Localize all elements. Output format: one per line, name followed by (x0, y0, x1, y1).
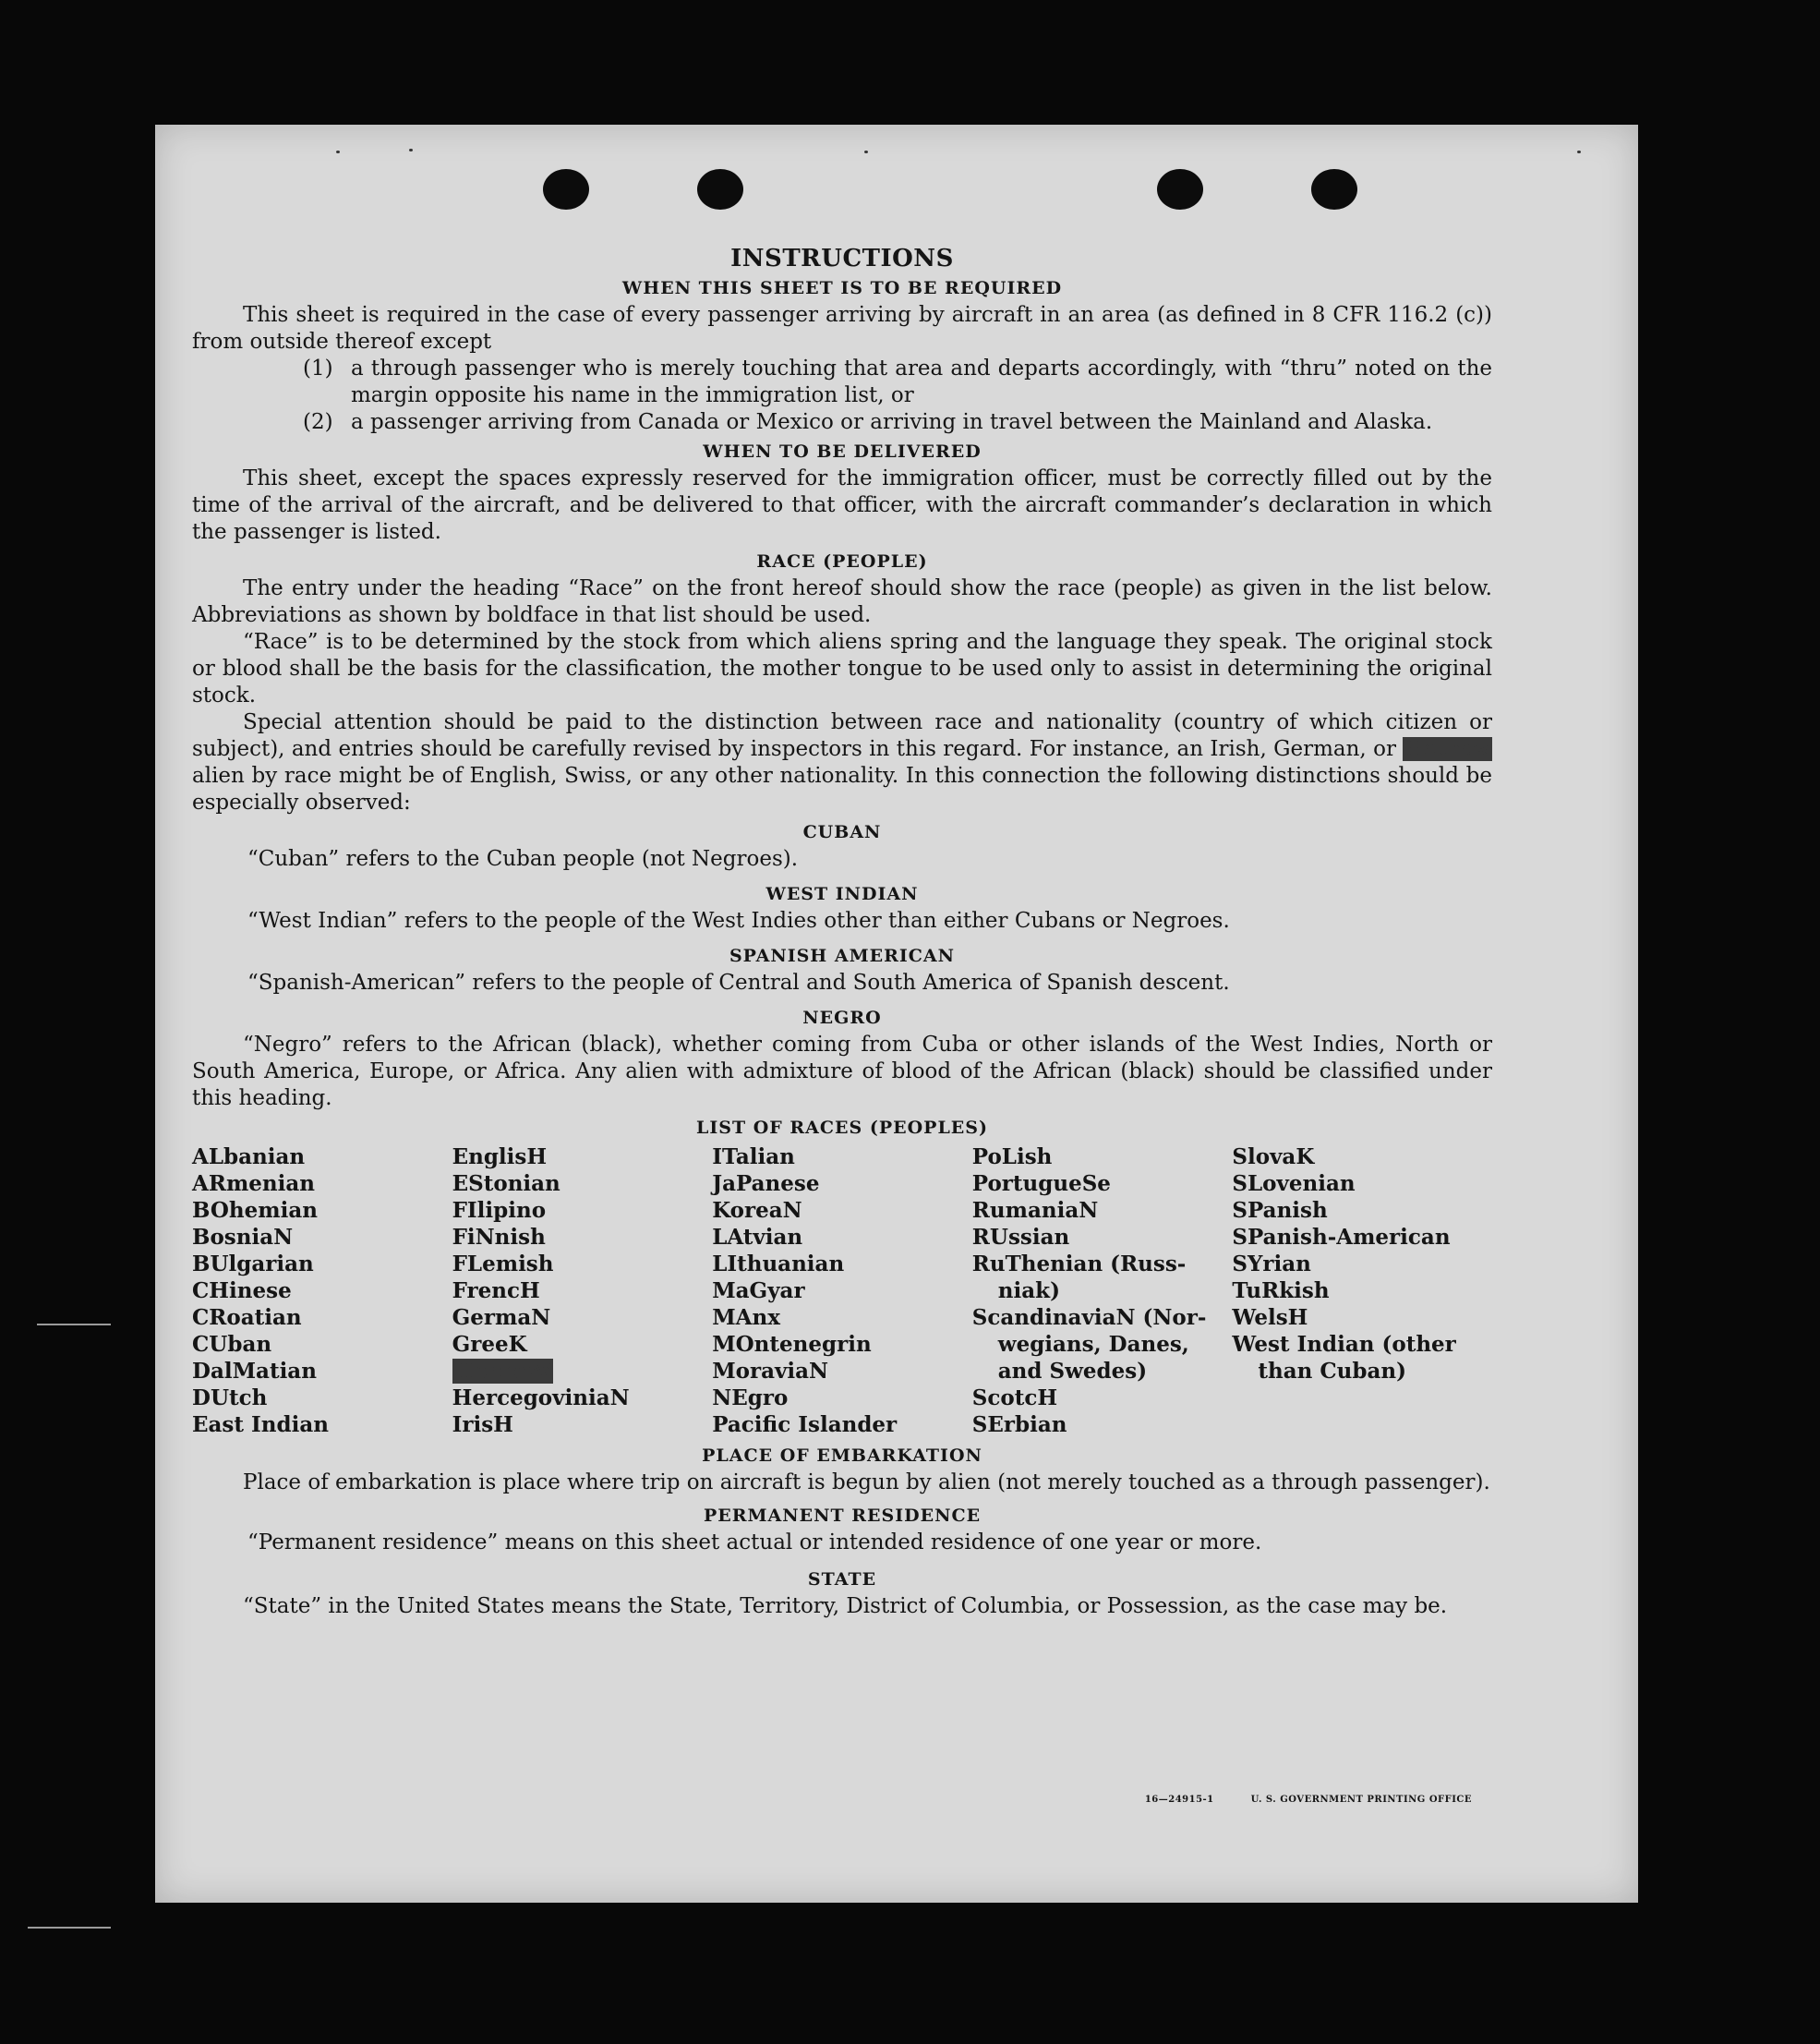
race-entry: BUlgarian (192, 1252, 314, 1276)
race-entry: TuRkish (1232, 1278, 1330, 1303)
race-entry: LIthuanian (712, 1252, 845, 1276)
exception-text: a through passenger who is merely touching that area and departs accordingly, with “thru” noted on the margin opposite his name in the immigration list, or (351, 357, 1492, 407)
race-entry: RumaniaN (971, 1198, 1099, 1223)
exception-item-1 (303, 356, 1492, 409)
race-entry: GreeK (452, 1332, 527, 1357)
struck-race-entry: HebreW (453, 1359, 551, 1384)
heading-when-delivered: WHEN TO BE DELIVERED (703, 441, 982, 462)
race-entry: SPanish (1232, 1198, 1328, 1223)
race-entry: DUtch (192, 1385, 268, 1410)
race-entry: MaGyar (712, 1278, 805, 1303)
punch-hole-1 (543, 169, 589, 210)
punch-hole-3 (1157, 169, 1203, 210)
page-title: INSTRUCTIONS (730, 245, 954, 272)
race-entry: BOhemian (192, 1198, 318, 1223)
race-entry: MOntenegrin (712, 1332, 872, 1357)
race-entry: ALbanian (192, 1144, 306, 1169)
instructions-content (192, 245, 1492, 1620)
heading-state: STATE (807, 1569, 877, 1590)
negro-text: “Negro” refers to the African (black), whether coming from Cuba or other islands of the West Indies, North or South America, Europe, or Africa. Any alien with admixture of blood of the African (black) should be classified under this heading. (192, 1033, 1492, 1110)
race-entry: CUban (192, 1332, 272, 1357)
race-entry: CRoatian (192, 1305, 302, 1330)
race-entry: NEgro (712, 1385, 789, 1410)
race-paragraph-3 (192, 709, 1492, 816)
race-entry: ITalian (712, 1144, 795, 1169)
race-entry: MoraviaN (712, 1359, 829, 1384)
race-entry-struck (452, 1358, 713, 1385)
race-entry: HercegoviniaN (452, 1385, 630, 1410)
heading-spanish-american: SPANISH AMERICAN (729, 946, 956, 966)
race-entry: BosniaN (192, 1225, 294, 1250)
race-entry: GermaN (452, 1305, 551, 1330)
race-entry: SYrian (1232, 1252, 1311, 1276)
race-entry: SErbian (971, 1412, 1067, 1437)
heading-west-indian: WEST INDIAN (765, 884, 919, 904)
race-entry: FrencH (452, 1278, 540, 1303)
spanish-american-text: “Spanish-American” refers to the people of Central and South America of Spanish descent. (247, 971, 1230, 995)
race-paragraph-3b: alien by race might be of English, Swiss, or any other nationality. In this connection the following distinctions should be especially observed: (192, 764, 1492, 815)
race-entry: ScotcH (971, 1385, 1058, 1410)
heading-negro: NEGRO (802, 1008, 882, 1028)
race-entry: EnglisH (452, 1144, 548, 1169)
heading-embarkation: PLACE OF EMBARKATION (702, 1445, 982, 1466)
when-required-intro: This sheet is required in the case of every passenger arriving by aircraft in an area (as defined in 8 CFR 116.2 (c)) from outside thereof except (192, 303, 1492, 354)
race-entry: Pacific Islander (712, 1412, 898, 1437)
race-entry: JaPanese (712, 1171, 820, 1196)
heading-race: RACE (PEOPLE) (756, 551, 928, 572)
when-delivered-text: This sheet, except the spaces expressly reserved for the immigration officer, must be correctly filled out by the time of the arrival of the aircraft, and be delivered to that officer, with the aircraft commander’s declaration in which the passenger is listed. (192, 466, 1492, 544)
race-entry: ARmenian (192, 1171, 316, 1196)
race-paragraph-3a: Special attention should be paid to the distinction between race and nationality (country of which citizen or subject), and entries should be carefully revised by inspectors in this regard. For instance, an Irish, German, or (192, 710, 1492, 761)
race-entry: KoreaN (712, 1198, 802, 1223)
heading-cuban: CUBAN (802, 822, 882, 842)
race-entry: LAtvian (712, 1225, 803, 1250)
race-entry: PortugueSe (971, 1171, 1111, 1196)
punch-hole-2 (697, 169, 743, 210)
race-entry: FIlipino (452, 1198, 547, 1223)
races-column-5 (1232, 1143, 1492, 1438)
race-entry: SlovaK (1232, 1144, 1315, 1169)
race-entry: East Indian (192, 1412, 329, 1437)
race-entry: CHinese (192, 1278, 292, 1303)
race-paragraph-2: “Race” is to be determined by the stock from which aliens spring and the language they speak. The original stock or blood shall be the basis for the classification, the mother tongue to be used only to assist in determining the original stock. (192, 630, 1492, 708)
race-entry-continuation: niak) (997, 1278, 1060, 1303)
races-column-2 (452, 1143, 713, 1438)
west-indian-text: “West Indian” refers to the people of the West Indies other than either Cubans or Negroes. (247, 909, 1230, 933)
races-column-3 (712, 1143, 972, 1438)
scan-speck (336, 151, 340, 153)
cuban-text: “Cuban” refers to the Cuban people (not Negroes). (247, 847, 799, 871)
exception-text: a passenger arriving from Canada or Mexico or arriving in travel between the Mainland and Alaska. (351, 410, 1433, 434)
heading-when-required: WHEN THIS SHEET IS TO BE REQUIRED (621, 278, 1063, 298)
scan-speck (864, 151, 868, 153)
heading-residence: PERMANENT RESIDENCE (703, 1506, 982, 1526)
scan-speck (1577, 151, 1581, 153)
heading-list-of-races: LIST OF RACES (PEOPLES) (696, 1118, 988, 1138)
embarkation-text: Place of embarkation is place where trip on aircraft is begun by alien (not merely touched as a through passenger). (243, 1470, 1490, 1494)
race-paragraph-1: The entry under the heading “Race” on the front hereof should show the race (people) as given in the list below. Abbreviations as shown by boldface in that list should be used. (192, 576, 1492, 627)
exception-number: (1) (303, 357, 333, 381)
residence-text: “Permanent residence” means on this sheet actual or intended residence of one year or more. (247, 1530, 1262, 1554)
form-number: 16—24915-1 (1144, 1795, 1214, 1805)
race-entry: SLovenian (1232, 1171, 1356, 1196)
race-entry-continuation: than Cuban) (1258, 1359, 1406, 1384)
race-entry-continuation: wegians, Danes, (997, 1332, 1189, 1357)
exception-item-2 (303, 409, 1492, 436)
race-entry: DalMatian (192, 1359, 317, 1384)
struck-out-word: Hebrew (1404, 737, 1490, 761)
race-entry: IrisH (452, 1412, 513, 1437)
race-entry: RuThenian (Russ- (971, 1252, 1187, 1276)
scan-speck (409, 149, 413, 151)
races-column-1 (192, 1143, 452, 1438)
race-entry-continuation: and Swedes) (997, 1359, 1148, 1384)
race-entry: ScandinaviaN (Nor- (971, 1305, 1207, 1330)
race-entry: FLemish (452, 1252, 554, 1276)
race-entry: WelsH (1232, 1305, 1308, 1330)
instruction-sheet (155, 125, 1638, 1903)
list-of-races (192, 1143, 1492, 1438)
exception-number: (2) (303, 410, 333, 434)
state-text: “State” in the United States means the State, Territory, District of Columbia, or Possession, as the case may be. (243, 1594, 1448, 1618)
scan-edge-mark-bottom (28, 1927, 111, 1929)
scan-edge-mark-left (37, 1324, 111, 1325)
race-entry: PoLish (971, 1144, 1053, 1169)
race-entry: RUssian (971, 1225, 1070, 1250)
printer-imprint (1112, 1795, 1472, 1805)
race-entry: MAnx (712, 1305, 780, 1330)
punch-hole-4 (1311, 169, 1357, 210)
race-entry: West Indian (other (1232, 1332, 1456, 1357)
races-column-4 (972, 1143, 1233, 1438)
race-entry: SPanish-American (1232, 1225, 1451, 1250)
printer-name: U. S. GOVERNMENT PRINTING OFFICE (1250, 1795, 1472, 1805)
race-entry: EStonian (452, 1171, 560, 1196)
race-entry: FiNnish (452, 1225, 546, 1250)
